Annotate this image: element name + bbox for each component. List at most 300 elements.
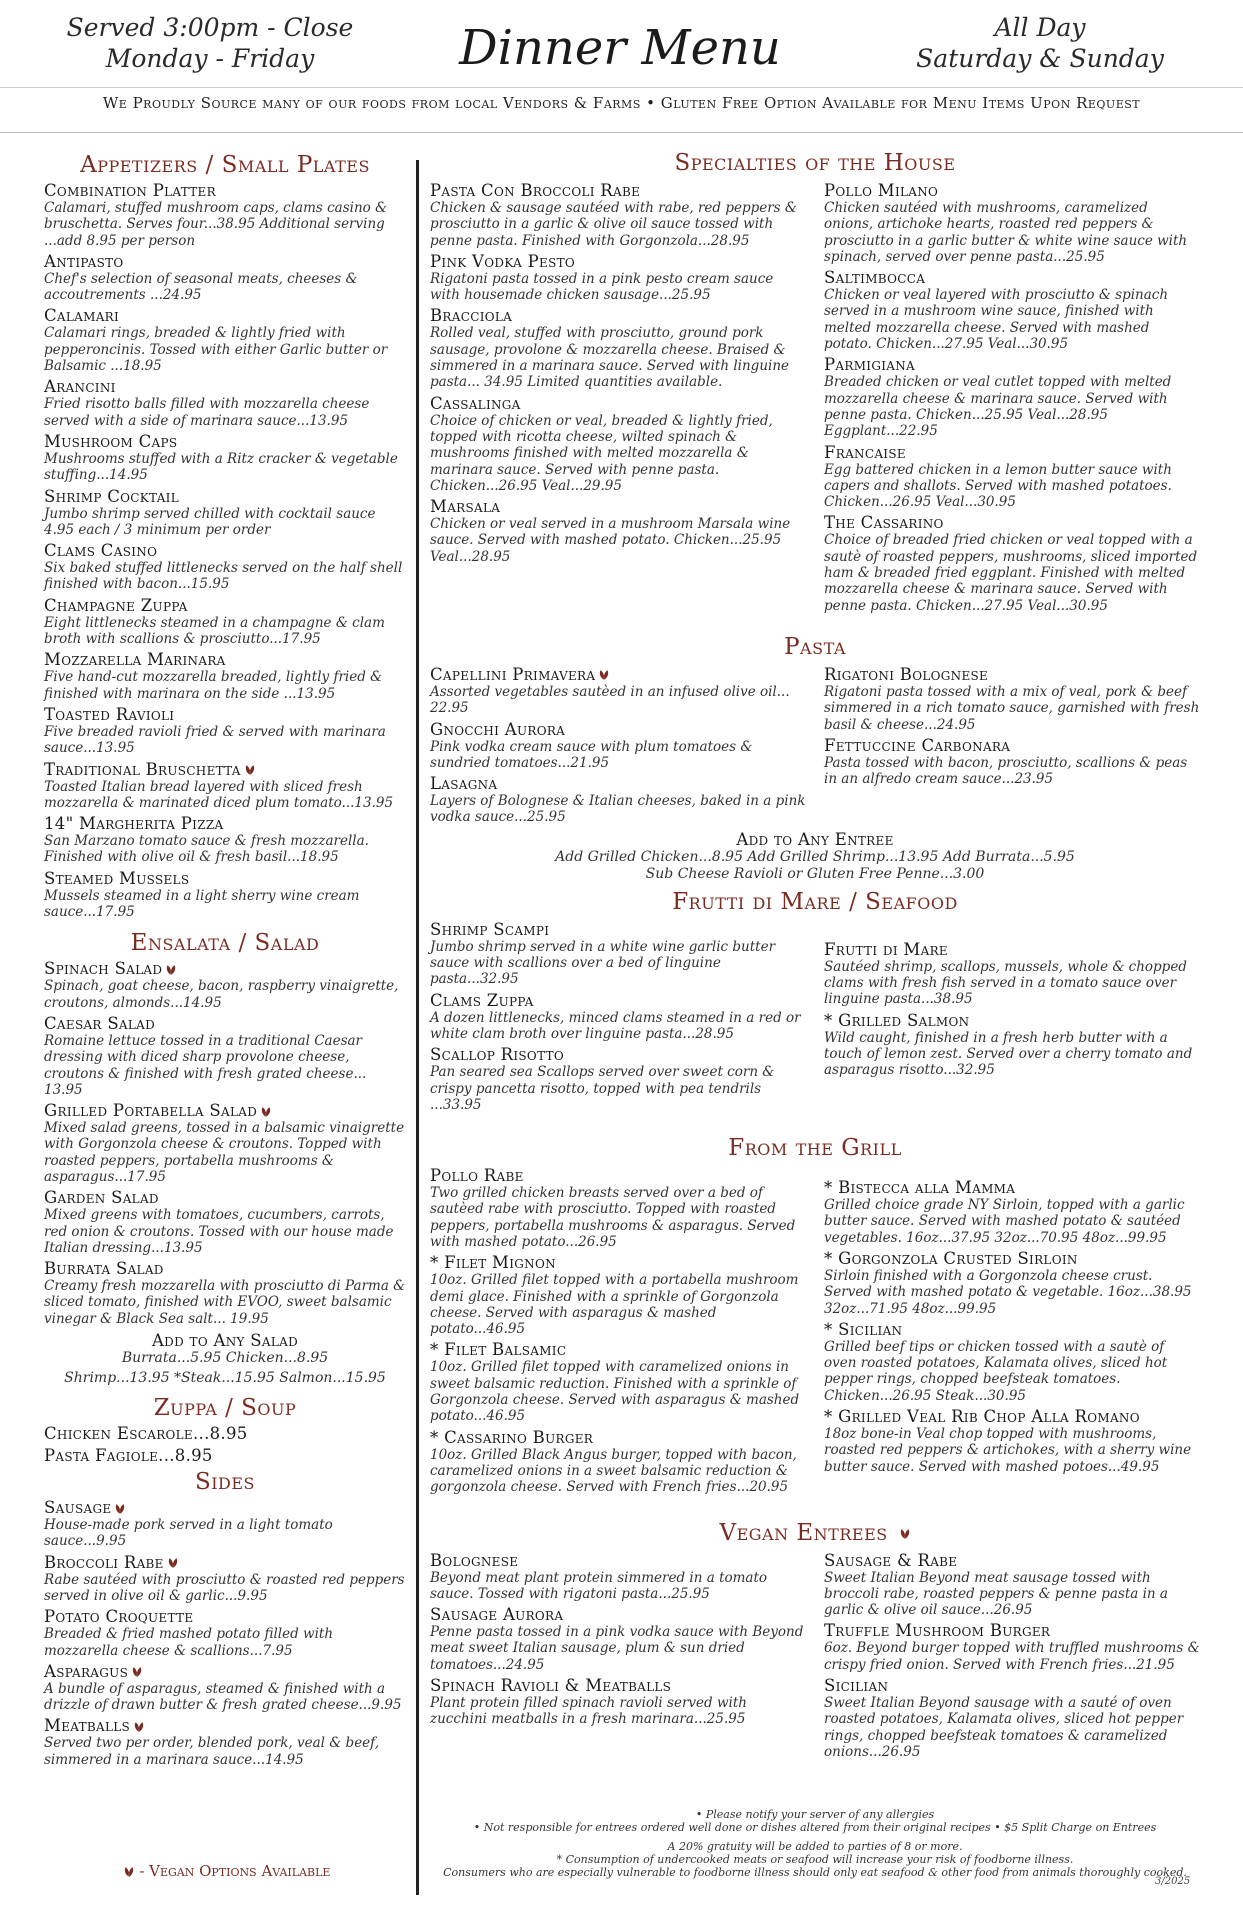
menu-item-name-text: Clams Casino [44,541,158,561]
menu-item-name [44,959,406,978]
menu-item-description: Pasta tossed with bacon, prosciutto, scallions & peas in an alfredo cream sauce...23.95 [824,754,1188,788]
menu-item-description: Chicken sautéed with mushrooms, caramelized onions, artichoke hearts, roasted red peppers & prosciutto in a garlic butter & white wine sauce with spinach, served over penne pasta...25.95 [824,200,1188,265]
menu-item-name [430,394,806,413]
menu-item-name [430,497,806,516]
menu-item [824,736,1200,788]
menu-item-name [44,1014,406,1033]
menu-item-description: Fried risotto balls filled with mozzarella cheese served with a side of marinara sauce...13.95 [44,396,370,429]
menu-item-description: Breaded chicken or veal cutlet topped with melted mozzarella cheese & marinara sauce. Served with penne pasta. Chicken...25.95 Veal...28.95 Eggplant...22.95 [824,374,1172,440]
menu-item-name [44,1662,406,1681]
menu-item-name-text: The Cassarino [824,513,944,533]
vegan-leaf-icon [123,1866,135,1878]
menu-item-name-text: * Bistecca alla Mamma [824,1178,1016,1198]
menu-item-name [824,443,1200,462]
menu-item-name-text: * Grilled Veal Rib Chop Alla Romano [824,1407,1140,1427]
menu-item-name-text: * Filet Mignon [430,1253,556,1273]
menu-item-description: Rigatoni pasta tossed with a mix of veal, pork & beef simmered in a rich tomato sauce, garnished with fresh basil & cheese...24.95 [824,683,1200,733]
soup-list [44,1424,406,1465]
menu-item-name-text: Truffle Mushroom Burger [824,1621,1051,1641]
menu-item-name [824,665,1200,684]
menu-item-name-text: Caesar Salad [44,1013,156,1033]
menu-item-name-text: Garden Salad [44,1188,159,1208]
menu-item-name [430,720,806,739]
seafood-left [430,917,806,1115]
menu-item-description: Jumbo shrimp served chilled with cocktail sauce 4.95 each / 3 minimum per order [44,505,376,538]
pasta-heading: Pasta [784,633,846,660]
menu-item-name-text: * Grilled Salmon [824,1010,970,1030]
column-divider [416,160,419,1895]
menu-item-description: Spinach, goat cheese, bacon, raspberry vinaigrette, croutons, almonds...14.95 [44,978,399,1011]
menu-item-name [430,991,806,1010]
menu-item-name-text: Pollo Milano [824,181,939,200]
menu-item-name-text: Bracciola [430,306,513,326]
vulnerability-warning: Consumers who are especially vulnerable to foodborne illness should only eat seafood & other food from animals thoroughly cooked. [443,1866,1187,1879]
menu-item-description: Served two per order, blended pork, veal & beef, simmered in a marinara sauce...14.95 [44,1735,379,1768]
menu-item-name [824,268,1200,287]
menu-item-name [44,1607,406,1626]
menu-item-name-text: Traditional Bruschetta [44,759,241,779]
menu-item [44,1101,406,1185]
menu-item [430,774,806,826]
menu-item-name-text: * Cassarino Burger [430,1427,594,1447]
menu-item-name [824,513,1200,532]
menu-item-description: Mussels steamed in a light sherry wine cream sauce...17.95 [44,887,360,921]
menu-item-description: Beyond meat plant protein simmered in a tomato sauce. Tossed with rigatoni pasta...25.95 [430,1569,768,1602]
seafood-grid [430,917,1200,1115]
menu-item [44,1446,406,1465]
menu-item-name [430,181,806,200]
menu-item [430,1045,806,1113]
menu-item-name [44,487,406,506]
menu-item-description: Toasted Italian bread layered with sliced fresh mozzarella & marinated diced plum tomato...13.95 [44,778,394,811]
vegan-leaf-icon [133,1721,145,1733]
menu-item [430,665,806,717]
allergy-note: • Please notify your server of any allergies [695,1808,935,1821]
menu-item-description: Penne pasta tossed in a pink vodka sauce with Beyond meat sweet Italian sausage, plum & sun dried tomatoes...24.95 [430,1624,804,1673]
menu-item [44,1188,406,1256]
menu-item-description: House-made pork served in a light tomato sauce...9.95 [44,1517,333,1550]
menu-item [824,665,1200,733]
menu-item-name-text: Sausage & Rabe [824,1550,958,1570]
menu-item-name-text: Frutti di Mare [824,939,948,959]
consumption-warning: * Consumption of undercooked meats or seafood will increase your risk of foodborne illness. [556,1853,1074,1866]
menu-footer [430,1808,1200,1879]
menu-item [824,1621,1200,1673]
menu-item-description: Choice of breaded fried chicken or veal topped with a sautè of roasted peppers, mushrooms, sliced imported ham & breaded fried eggplant. Finished with melted mozzarella cheese & marinara sauce. Served with penne pasta. Chicken...27.95 Veal...30.95 [824,532,1198,614]
menu-item [824,355,1200,439]
menu-item [824,268,1200,352]
menu-item-description: Five breaded ravioli fried & served with marinara sauce...13.95 [44,723,386,757]
menu-item [824,443,1200,511]
menu-item-name-text: Pink Vodka Pesto [430,251,576,271]
menu-item [430,720,806,772]
menu-item-name [430,1428,806,1447]
weekend-hours-line1: All Day [994,13,1086,42]
menu-item-name-text: Parmigiana [824,355,915,375]
menu-item-name [44,1446,406,1465]
vegan-right [824,1548,1200,1763]
menu-item-name [824,1621,1200,1640]
menu-item-description: Calamari rings, breaded & lightly fried with pepperoncinis. Tossed with either Garlic butter or Balsamic ...18.95 [44,325,388,375]
menu-item-name [44,705,406,724]
menu-item-description: Choice of chicken or veal, breaded & lightly fried, topped with ricotta cheese, wilted spinach & mushrooms finished with melted mozzarella & marinara sauce. Served with penne pasta. Chicken...26.95 Veal...29.95 [430,412,773,494]
menu-item [430,1253,806,1337]
menu-item-name-text: Mozzarella Marinara [44,650,226,670]
menu-item-description: Pan seared sea Scallops served over sweet corn & crispy pancetta risotto, topped with pea tendrils ...33.95 [430,1064,775,1113]
menu-item-name [430,1676,806,1695]
menu-item [430,1676,806,1728]
grill-grid [430,1163,1200,1497]
menu-item-name [44,1424,406,1443]
menu-item-name [824,1551,1200,1570]
menu-item [430,920,806,988]
menu-item [44,432,406,484]
menu-item [824,513,1200,613]
menu-item-name [44,1101,406,1120]
menu-header [0,0,1243,133]
menu-item-name [44,869,406,888]
menu-item-description: 18oz bone-in Veal chop topped with mushrooms, roasted red peppers & artichokes, with a sherry wine butter sauce. Served with mashed potoes...49.95 [824,1426,1192,1475]
vegan-leaf-icon [167,1557,179,1569]
menu-item-name [430,1340,806,1359]
menu-item-name-text: Steamed Mussels [44,868,190,888]
header-rule [0,87,1243,88]
menu-item-description: Chicken or veal served in a mushroom Marsala wine sauce. Served with mashed potato. Chicken...25.95 Veal...28.95 [430,516,791,565]
menu-item-name-text: * Filet Balsamic [430,1340,567,1360]
salad-addon-heading: Add to Any Salad [151,1331,299,1351]
menu-item-description: Layers of Bolognese & Italian cheeses, baked in a pink vodka sauce...25.95 [430,793,806,826]
menu-item-name [824,1249,1200,1268]
entree-addon-heading: Add to Any Entree [736,829,894,849]
menu-item-description: Plant protein filled spinach ravioli served with zucchini meatballs in a fresh marinara...25.95 [430,1695,747,1728]
menu-item-description: San Marzano tomato sauce & fresh mozzarella. Finished with olive oil & fresh basil...18.95 [44,833,369,866]
menu-item [44,1014,406,1098]
menu-item-name-text: Pollo Rabe [430,1166,524,1186]
menu-item [430,1551,806,1603]
menu-item [44,596,406,648]
menu-item [44,705,406,757]
menu-item [824,1551,1200,1619]
salad-list [44,959,406,1327]
menu-item-name-text: Chicken Escarole...8.95 [44,1424,248,1444]
menu-item-description: 10oz. Grilled filet topped with caramelized onions in sweet balsamic reduction. Finished with a sprinkle of Gorgonzola cheese. Served with asparagus & mashed potato...46.95 [430,1359,800,1425]
left-column [44,148,406,1770]
appetizers-list [44,181,406,920]
menu-item-description: Rigatoni pasta tossed in a pink pesto cream sauce with housemade chicken sausage...25.95 [430,270,774,304]
menu-item [44,650,406,702]
menu-item-name [44,596,406,615]
menu-item-name-text: Antipasto [44,251,124,271]
menu-item-name-text: Gnocchi Aurora [430,719,566,739]
menu-item-description: Five hand-cut mozzarella breaded, lightly fried & finished with marinara on the side ...13.95 [44,669,383,702]
menu-item-name-text: Combination Platter [44,181,216,200]
sourcing-note: We Proudly Source many of our foods from local Vendors & Farms • Gluten Free Option Available for Menu Items Upon Request [102,94,1141,112]
menu-item-description: 10oz. Grilled filet topped with a portabella mushroom demi glace. Finished with a sprinkle of Gorgonzola cheese. Served with asparagus & mashed potato...46.95 [430,1272,799,1338]
menu-item-name-text: Asparagus [44,1661,129,1681]
menu-item-name [430,1253,806,1272]
menu-item-description: Pink vodka cream sauce with plum tomatoes & sundried tomatoes...21.95 [430,738,753,771]
specialties-heading: Specialties of the House [674,150,956,176]
salad-addon-line: Burrata...5.95 Chicken...8.95 [121,1350,329,1367]
menu-item-name-text: Spinach Salad [44,959,163,979]
vegan-leaf-icon [114,1503,126,1515]
vegan-heading [430,1520,1200,1546]
menu-item-name-text: Calamari [44,306,120,326]
specialties-left [430,178,806,616]
menu-item-name [44,650,406,669]
menu-item-description: Rabe sautéed with prosciutto & roasted red peppers served in olive oil & garlic...9.95 [44,1571,405,1604]
menu-item-name [430,1551,806,1570]
menu-item [824,1407,1200,1475]
salad-addon-line: Shrimp...13.95 *Steak...15.95 Salmon...15.95 [64,1370,386,1387]
menu-item-name [430,306,806,325]
menu-item-name [824,181,1200,200]
menu-item-name-text: Broccoli Rabe [44,1552,164,1572]
vegan-left [430,1548,806,1763]
policy-note: • Not responsible for entrees ordered well done or dishes altered from their original recipes • $5 Split Charge on Entrees [473,1821,1157,1834]
menu-item-name [44,1553,406,1572]
menu-item-name-text: 14" Margherita Pizza [44,814,224,834]
menu-item [44,1662,406,1714]
menu-item [430,1340,806,1424]
menu-item [44,760,406,812]
grill-left [430,1163,806,1497]
grill-right [824,1163,1200,1497]
menu-item [430,306,806,390]
menu-item-name-text: Saltimbocca [824,268,926,288]
menu-item-description: Assorted vegetables sautèed in an infused olive oil... 22.95 [430,683,790,717]
menu-item-description: Two grilled chicken breasts served over a bed of sautèed rabe with prosciutto. Topped with roasted peppers, portabella mushrooms & asparagus. Served with mashed potato...26.95 [430,1185,796,1250]
menu-item [44,869,406,921]
menu-item-name-text: Scallop Risotto [430,1045,565,1065]
vegan-leaf-icon [260,1106,272,1118]
vegan-leaf-icon [244,764,256,776]
entree-addon-line: Add Grilled Chicken...8.95 Add Grilled Shrimp...13.95 Add Burrata...5.95 [555,848,1075,865]
menu-item-name-text: Spinach Ravioli & Meatballs [430,1676,672,1696]
menu-item-name-text: Sausage [44,1498,112,1518]
menu-item-name [824,1676,1200,1695]
pasta-grid [430,662,1200,828]
menu-item [824,1011,1200,1079]
menu-item-description: Chef's selection of seasonal meats, cheeses & accoutrements ...24.95 [44,270,358,304]
menu-item [44,1498,406,1550]
menu-item [430,394,806,494]
sides-list [44,1498,406,1768]
weekday-hours-line2: Monday - Friday [105,44,315,73]
menu-item-name [824,1320,1200,1339]
menu-item [44,1553,406,1605]
weekday-hours-line1: Served 3:00pm - Close [66,13,354,42]
menu-item-description: Sautéed shrimp, scallops, mussels, whole & chopped clams with fresh fish served in a tomato sauce over linguine pasta...38.95 [824,958,1187,1008]
menu-item-description: Chicken & sausage sautéed with rabe, red peppers & prosciutto in a garlic & olive oil sauce tossed with penne pasta. Finished with Gorgonzola...28.95 [430,200,797,249]
menu-item-name-text: Arancini [44,377,116,397]
menu-item-description: Calamari, stuffed mushroom caps, clams casino & bruschetta. Serves four...38.95 Additional serving ...add 8.95 per person [44,200,388,249]
menu-item [44,181,406,249]
menu-item-description: Grilled choice grade NY Sirloin, topped with a garlic butter sauce. Served with mashed potato & sautéed vegetables. 16oz...37.95 32oz...70.95 48oz...99.95 [824,1197,1185,1246]
menu-item-name [44,252,406,271]
appetizers-heading: Appetizers / Small Plates [80,152,370,178]
menu-item-name-text: * Sicilian [824,1319,903,1339]
menu-item-description: 6oz. Beyond burger topped with truffled mushrooms & crispy fried onion. Served with French fries...21.95 [824,1640,1200,1673]
menu-item-description: Jumbo shrimp served in a white wine garlic butter sauce with scallions over a bed of linguine pasta...32.95 [430,938,776,988]
header-top [0,12,1243,80]
menu-item-name [44,1259,406,1278]
gratuity-note: A 20% gratuity will be added to parties of 8 or more. [667,1840,963,1853]
specialties-grid [430,178,1200,616]
menu-item-name [44,541,406,560]
menu-item-name [430,1166,806,1185]
menu-item [430,991,806,1043]
menu-item [44,487,406,539]
menu-item-name-text: Pasta Con Broccoli Rabe [430,181,641,200]
menu-item-description: Creamy fresh mozzarella with prosciutto di Parma & sliced tomato, finished with EVOO, sweet balsamic vinegar & Black Sea salt... 19.95 [44,1278,406,1327]
vegan-leaf-icon [598,669,610,681]
menu-item-name [430,920,806,939]
menu-item-name [44,1716,406,1735]
menu-item-name [44,760,406,779]
menu-item-name-text: Francaise [824,442,906,462]
menu-item-description: Mushrooms stuffed with a Ritz cracker & vegetable stuffing...14.95 [44,450,398,484]
menu-item-name-text: Champagne Zuppa [44,595,188,615]
seafood-heading: Frutti di Mare / Seafood [672,888,958,915]
menu-item-name [824,736,1200,755]
menu-item-description: Romaine lettuce tossed in a traditional Caesar dressing with diced sharp provolone cheese, croutons & finished with fresh grated cheese... 13.95 [44,1032,367,1098]
pasta-right [824,662,1200,828]
pasta-left [430,662,806,828]
menu-item-name [824,1178,1200,1197]
menu-item [44,1259,406,1327]
menu-item-name-text: Shrimp Scampi [430,919,550,939]
menu-item-name-text: Meatballs [44,1716,131,1736]
menu-item-name [44,181,406,200]
menu-item-name-text: Rigatoni Bolognese [824,664,989,684]
menu-item-name [824,1011,1200,1030]
menu-item-name [824,940,1200,959]
menu-item-name-text: * Gorgonzola Crusted Sirloin [824,1248,1078,1268]
menu-item-name [430,774,806,793]
menu-item-name [824,355,1200,374]
menu-item-description: A bundle of asparagus, steamed & finished with a drizzle of drawn butter & fresh grated cheese...9.95 [44,1680,402,1714]
menu-item-name-text: Toasted Ravioli [44,704,175,724]
menu-item-name-text: Grilled Portabella Salad [44,1101,258,1121]
menu-item-name-text: Fettuccine Carbonara [824,735,1011,755]
menu-item-description: A dozen littlenecks, minced clams steamed in a red or white clam broth over linguine pasta...28.95 [430,1009,801,1042]
menu-item [824,1249,1200,1317]
menu-item-description: Mixed salad greens, tossed in a balsamic vinaigrette with Gorgonzola cheese & croutons. Topped with roasted peppers, portabella mushrooms & asparagus...17.95 [44,1120,405,1185]
salad-heading: Ensalata / Salad [130,930,320,957]
menu-item-name-text: Burrata Salad [44,1259,164,1279]
menu-item-description: Sweet Italian Beyond meat sausage tossed with broccoli rabe, roasted peppers & penne pasta in a garlic & olive oil sauce...26.95 [824,1569,1168,1619]
specialties-right [824,178,1200,616]
menu-date: 3/2025 [1155,1876,1191,1887]
menu-item [430,1166,806,1250]
menu-item-name-text: Sicilian [824,1676,889,1696]
menu-item-description: Sirloin finished with a Gorgonzola cheese crust. Served with mashed potato & vegetable. 16oz...38.95 32oz...71.95 48oz...99.95 [824,1267,1192,1317]
vegan-leaf-icon [899,1528,911,1540]
vegan-grid [430,1548,1200,1763]
menu-item-name-text: Capellini Primavera [430,664,596,684]
menu-item-description: Wild caught, finished in a fresh herb butter with a touch of lemon zest. Served over a cherry tomato and asparagus risotto...32.95 [824,1029,1193,1079]
menu-item-description: Chicken or veal layered with prosciutto & spinach served in a mushroom wine sauce, finished with melted mozzarella cheese. Served with mashed potato. Chicken...27.95 Veal...30.95 [824,287,1169,353]
menu-item-name-text: Marsala [430,497,501,517]
menu-item-description: Sweet Italian Beyond sausage with a sauté of oven roasted potatoes, Kalamata olives, sliced hot pepper rings, chopped beefsteak tomatoes & caramelized onions...26.95 [824,1695,1184,1760]
soup-heading: Zuppa / Soup [153,1395,297,1422]
menu-item-name-text: Shrimp Cocktail [44,486,179,506]
menu-item [430,1428,806,1496]
menu-item [44,377,406,429]
menu-item [430,252,806,304]
menu-item-name-text: Potato Croquette [44,1607,194,1627]
menu-item [824,1676,1200,1760]
menu-item [44,1716,406,1768]
seafood-right [824,917,1200,1115]
menu-item-description: 10oz. Grilled Black Angus burger, topped with bacon, caramelized onions in a sweet balsamic reduction & gorgonzola cheese. Served with French fries...20.95 [430,1446,797,1496]
vegan-options-note [44,1862,406,1880]
menu-item [430,1605,806,1673]
menu-item-name [430,1045,806,1064]
menu-item-name [430,1605,806,1624]
menu-item [824,1178,1200,1246]
menu-item-name-text: Bolognese [430,1550,519,1570]
menu-item [44,252,406,304]
menu-item-description: Six baked stuffed littlenecks served on the half shell finished with bacon...15.95 [44,560,403,593]
menu-item [824,940,1200,1008]
weekend-hours-line2: Saturday & Sunday [916,44,1164,73]
menu-item-name-text: Pasta Fagiole...8.95 [44,1446,213,1466]
menu-item-name-text: Clams Zuppa [430,990,534,1010]
menu-item-name [824,1407,1200,1426]
menu-item [824,181,1200,265]
menu-item [824,1320,1200,1404]
vegan-options-text: - Vegan Options Available [139,1862,331,1880]
sides-heading: Sides [194,1469,256,1496]
menu-item [44,814,406,866]
menu-item-name [430,665,806,684]
menu-item-description: Mixed greens with tomatoes, cucumbers, carrots, red onion & croutons. Tossed with our house made Italian dressing...13.95 [44,1207,394,1256]
entree-addon-line: Sub Cheese Ravioli or Gluten Free Penne...3.00 [645,865,985,882]
weekday-hours [60,12,360,74]
menu-item-name-text: Mushroom Caps [44,431,178,451]
menu-item [430,497,806,565]
weekend-hours [890,12,1190,74]
menu-item-name [44,814,406,833]
menu-item [44,541,406,593]
menu-item-description: Eight littlenecks steamed in a champagne & clam broth with scallions & prosciutto...17.95 [44,614,385,648]
menu-item-description: Rolled veal, stuffed with prosciutto, ground pork sausage, provolone & mozzarella cheese. Braised & simmered in a marinara sauce. Served with linguine pasta... 34.95 Limited quantities available. [430,325,790,391]
menu-item-name [44,432,406,451]
menu-item [44,1607,406,1659]
main-column [430,146,1200,1762]
menu-item-description: Egg battered chicken in a lemon butter sauce with capers and shallots. Served with mashed potatoes. Chicken...26.95 Veal...30.95 [824,461,1172,511]
menu-item [430,181,806,249]
menu-item-name [430,252,806,271]
vegan-leaf-icon [131,1666,143,1678]
grill-heading: From the Grill [728,1135,902,1162]
menu-item-name [44,1188,406,1207]
menu-item-name-text: Sausage Aurora [430,1605,564,1625]
menu-item-description: Breaded & fried mashed potato filled with mozzarella cheese & scallions...7.95 [44,1626,334,1659]
menu-item-description: Grilled beef tips or chicken tossed with a sautè of oven roasted potatoes, Kalamata olives, sliced hot pepper rings, chopped beefsteak tomatoes. Chicken...26.95 Steak...30.95 [824,1338,1168,1404]
menu-item [44,306,406,374]
menu-item-name [44,377,406,396]
menu-item [44,959,406,1011]
vegan-leaf-icon [165,964,177,976]
vegan-heading-text: Vegan Entrees [719,1519,888,1546]
menu-item-name [44,1498,406,1517]
page-title: Dinner Menu [459,20,781,76]
menu-item [44,1424,406,1443]
menu-item-name [44,306,406,325]
